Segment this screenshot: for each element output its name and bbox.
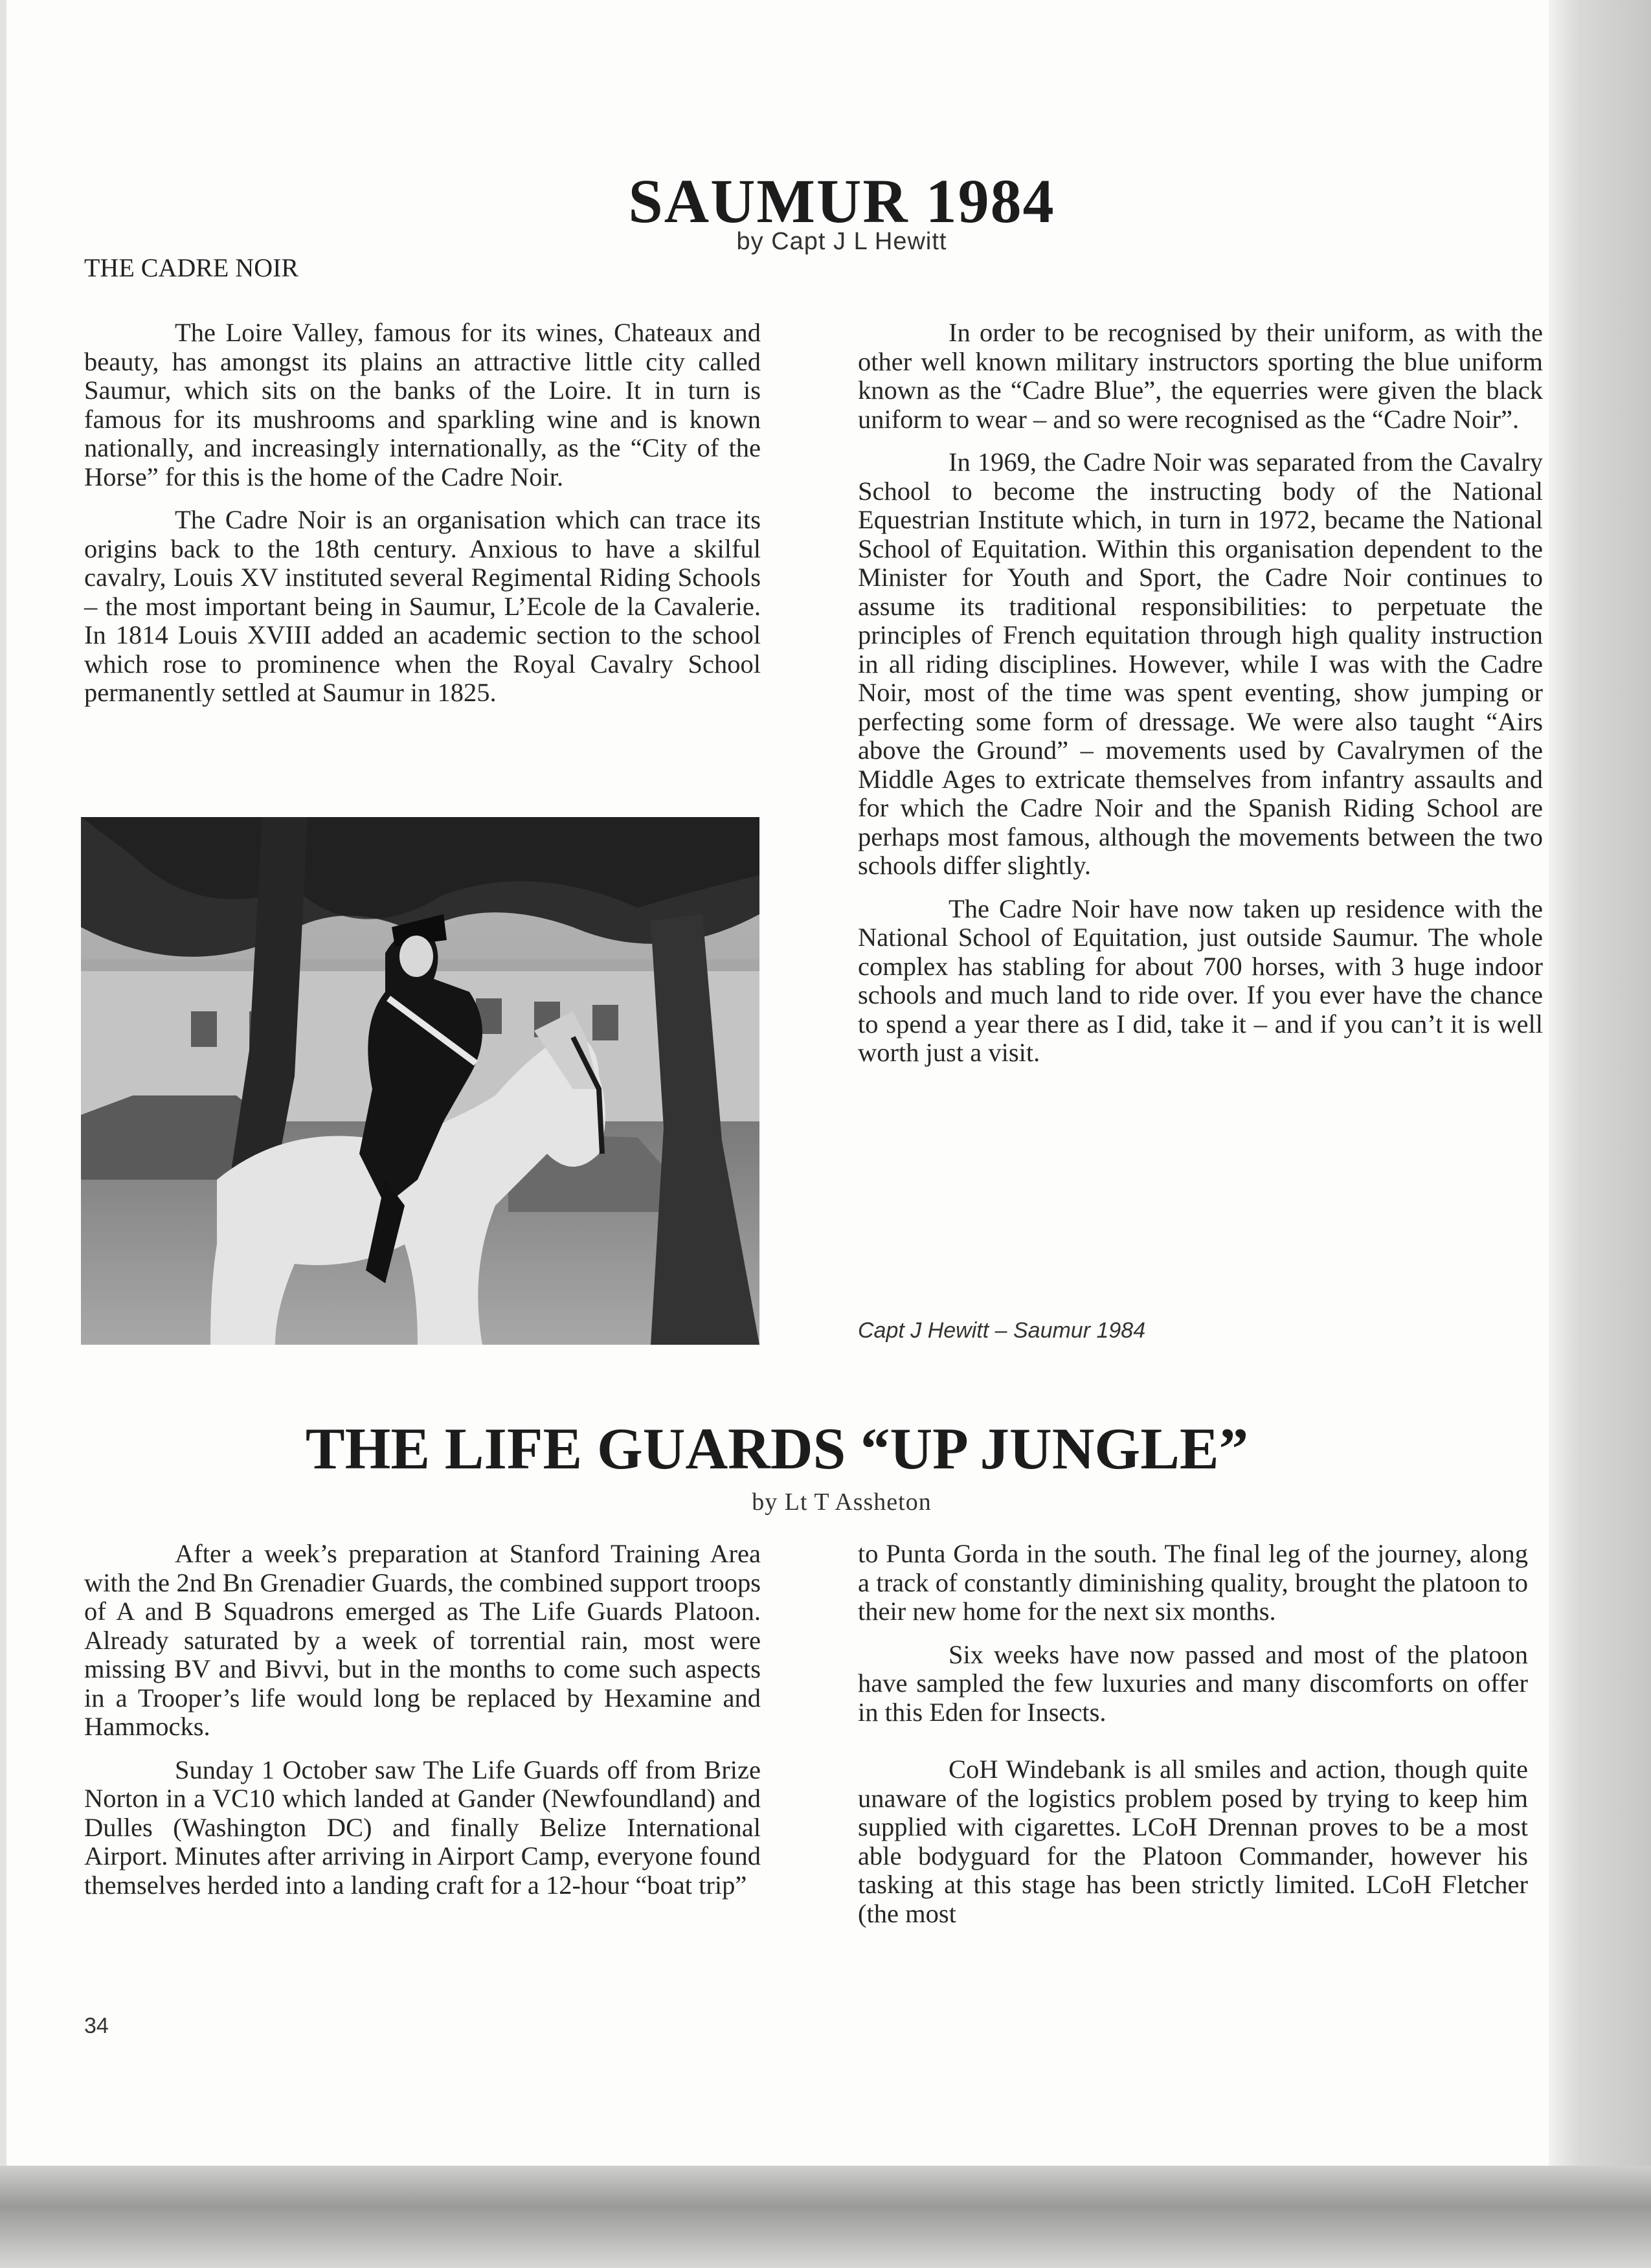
page-bottom-edge-shadow [0, 2166, 1651, 2268]
article1-left-paragraph-1: The Loire Valley, famous for its wines, Chateaux and beauty, has amongst its plains an attractive little city called Saumur, which sits on the banks of the Loire. It in turn is famous for its mushrooms and sparkling wine and is known nationally, and increasingly internationally, as the “City of the Horse” for this is the home of the Cadre Noir. [84, 318, 761, 491]
article2-right-paragraph-3: CoH Windebank is all smiles and action, though quite unaware of the logistics problem posed by trying to keep him supplied with cigarettes. LCoH Drennan proves to be a most able bodyguard for the Platoon Commander, however his tasking at this stage has been strictly limited. LCoH Fletcher (the most [858, 1755, 1528, 1928]
article2-right-column [858, 1540, 1528, 1928]
article1-left-column [84, 319, 761, 708]
photo-caption: Capt J Hewitt – Saumur 1984 [858, 1318, 1146, 1343]
article1-right-paragraph-3: The Cadre Noir have now taken up residence with the National School of Equitation, just outside Saumur. The whole complex has stabling for about 700 horses, with 3 huge indoor schools and much land to ride over. If you ever have the chance to spend a year there as I did, take it – and if you can’t it is well worth just a visit. [858, 893, 1543, 1067]
article2-left-paragraph-1: After a week’s preparation at Stanford Training Area with the 2nd Bn Grenadier Guards, the combined support troops of A and B Squadrons emerged as The Life Guards Platoon. Already saturated by a week of torrential rain, most were missing BV and Bivvi, but in the months to come such aspects in a Trooper’s life would long be replaced by Hexamine and Hammocks. [84, 1539, 761, 1741]
photo-illustration [81, 817, 759, 1345]
section-heading: THE CADRE NOIR [84, 253, 299, 282]
article2-title: THE LIFE GUARDS “UP JUNGLE” [305, 1416, 1249, 1481]
article2-right-paragraph-1: to Punta Gorda in the south. The final leg of the journey, along a track of constantly diminishing quality, brought the platoon to their new home for the next six months. [858, 1539, 1528, 1626]
article2-left-paragraph-2: Sunday 1 October saw The Life Guards off from Brize Norton in a VC10 which landed at Gander (Newfoundland) and Dulles (Washington DC) and finally Belize International Airport. Minutes after arriving in Airport Camp, everyone found themselves herded into a landing craft for a 12-hour “boat trip” [84, 1755, 761, 1900]
page-right-edge-shadow [1549, 0, 1651, 2268]
article1-right-paragraph-1: In order to be recognised by their uniform, as with the other well known military instructors sporting the blue uniform known as the “Cadre Blue”, the equerries were given the black uniform to wear – and so were recognised as the “Cadre Noir”. [858, 318, 1543, 434]
photo-rider-on-white-horse [81, 817, 759, 1345]
article2-byline: by Lt T Assheton [752, 1488, 932, 1516]
article2-left-column [84, 1540, 761, 1900]
article1-byline: by Capt J L Hewitt [736, 228, 947, 255]
article1-right-column [858, 319, 1543, 1068]
article1-title: SAUMUR 1984 [628, 166, 1055, 236]
page-left-edge [0, 0, 6, 2268]
article1-right-paragraph-2: In 1969, the Cadre Noir was separated from the Cavalry School to become the instructing body of the National Equestrian Institute which, in turn in 1972, became the National School of Equitation. Within this organisation dependent to the Minister for Youth and Sport, the Cadre Noir continues to assume its traditional responsibilities: to perpetuate the principles of French equitation through high quality instruction in all riding disciplines. However, while I was with the Cadre Noir, most of the time was spent eventing, show jumping or perfecting some form of dressage. We were also taught “Airs above the Ground” – movements used by Cavalrymen of the Middle Ages to extricate themselves from infantry assaults and for which the Cadre Noir and the Spanish Riding School are perhaps most famous, although the movements between the two schools differ slightly. [858, 447, 1543, 880]
article1-left-paragraph-2: The Cadre Noir is an organisation which can trace its origins back to the 18th century. Anxious to have a skilful cavalry, Louis XV instituted several Regimental Riding Schools – the most important being in Saumur, L’Ecole de la Cavalerie. In 1814 Louis XVIII added an academic section to the school which rose to prominence when the Royal Cavalry School permanently settled at Saumur in 1825. [84, 505, 761, 707]
page-number: 34 [84, 2014, 109, 2038]
article2-right-paragraph-2: Six weeks have now passed and most of the platoon have sampled the few luxuries and many discomforts on offer in this Eden for Insects. [858, 1639, 1528, 1727]
